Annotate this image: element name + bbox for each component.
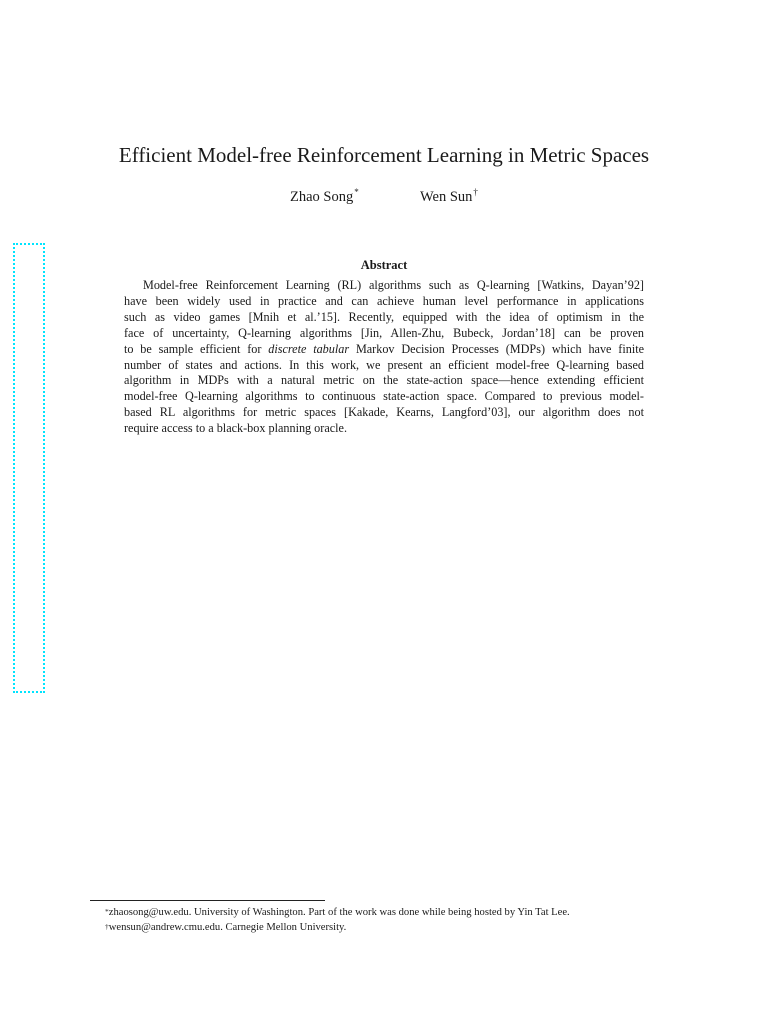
abstract-line: based RL algorithms for metric spaces [Kakade, Kearns, Langford’03], our algorithm does not — [124, 405, 644, 420]
footnote-mark: * — [105, 907, 109, 916]
footnotes — [105, 905, 705, 935]
author-list — [0, 189, 768, 209]
paper-title: Efficient Model-free Reinforcement Learning in Metric Spaces — [118, 143, 650, 167]
author-name: Wen Sun — [420, 189, 473, 205]
footnote-wen-sun — [105, 920, 705, 935]
author-footnote-mark: * — [354, 187, 359, 197]
abstract-line: face of uncertainty, Q-learning algorithms [Jin, Allen-Zhu, Bubeck, Jordan’18] can be proven — [124, 325, 644, 340]
footnote-zhao-song — [105, 905, 705, 920]
author-zhao-song — [290, 189, 359, 206]
footnote-divider — [90, 900, 325, 901]
abstract-body — [124, 278, 644, 437]
abstract-line: Model-free Reinforcement Learning (RL) algorithms such as Q-learning [Watkins, Dayan’92] — [143, 278, 644, 292]
abstract-line: such as video games [Mnih et al.’15]. Recently, equipped with the idea of optimism in the — [124, 309, 644, 324]
abstract-text: to be sample efficient for — [124, 341, 269, 356]
footnote-mark: † — [105, 922, 109, 931]
margin-annotation-box — [13, 243, 45, 693]
abstract-text: Markov Decision Processes (MDPs) which have finite — [349, 341, 644, 356]
abstract-italic-term: discrete tabular — [268, 341, 350, 356]
abstract-line: require access to a black-box planning oracle. — [124, 421, 347, 436]
footnote-text: wensun@andrew.cmu.edu. Carnegie Mellon University. — [108, 922, 347, 933]
abstract-line: have been widely used in practice and can achieve human level performance in applications — [124, 293, 644, 308]
abstract-line — [124, 342, 644, 358]
abstract-line: algorithm in MDPs with a natural metric on the state-action space—hence extending efficient — [124, 373, 644, 388]
author-wen-sun — [420, 189, 478, 206]
abstract-line: model-free Q-learning algorithms to continuous state-action space. Compared to previous model- — [124, 389, 644, 404]
author-name: Zhao Song — [290, 189, 354, 205]
abstract-heading: Abstract — [360, 258, 408, 272]
abstract-line: number of states and actions. In this work, we present an efficient model-free Q-learning based — [124, 357, 644, 372]
footnote-text: zhaosong@uw.edu. University of Washington. Part of the work was done while being hosted by Yin Tat Lee. — [108, 907, 570, 918]
author-footnote-mark: † — [473, 187, 478, 197]
